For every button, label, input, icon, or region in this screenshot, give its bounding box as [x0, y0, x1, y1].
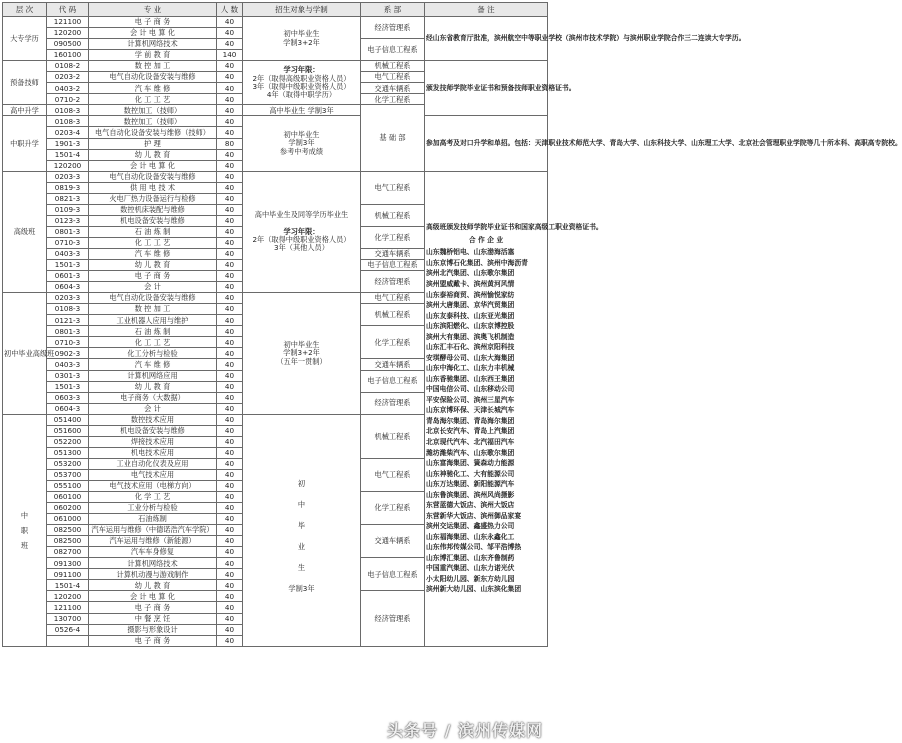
partner-line: 山东汇丰石化、滨州京阳科技 — [426, 343, 515, 352]
major-cell: 机电设备安装与维修 — [89, 215, 217, 226]
target-cell — [243, 414, 361, 646]
target-line: 学制3年 — [288, 138, 315, 148]
code-cell: 0403-2 — [47, 83, 89, 94]
count-cell: 40 — [217, 282, 243, 293]
count-cell: 40 — [217, 370, 243, 381]
major-cell: 电 子 商 务 — [89, 602, 217, 613]
level-char: 中 — [20, 510, 29, 520]
header-code: 代 码 — [47, 3, 89, 17]
major-cell: 数控加工（技师） — [89, 105, 217, 116]
count-cell: 40 — [217, 215, 243, 226]
dept-cell: 基 础 部 — [361, 105, 425, 171]
code-cell: 091100 — [47, 569, 89, 580]
partner-line: 北京长安汽车、青岛上汽集团 — [426, 427, 515, 436]
count-cell: 40 — [217, 525, 243, 536]
target-line: 3年（取得中级职业资格人员） — [252, 81, 351, 91]
notes-text: 高级班颁发技师学院毕业证书和国家高级工职业资格证书。 — [426, 223, 603, 232]
level-cell: 初中毕业高级班 — [3, 293, 47, 415]
level-cell: 高级班 — [3, 171, 47, 293]
target-cell — [243, 293, 361, 415]
count-cell: 40 — [217, 414, 243, 425]
code-cell: 091300 — [47, 558, 89, 569]
partner-line: 中国重汽集团、山东力诺光伏 — [426, 564, 515, 573]
count-cell: 40 — [217, 304, 243, 315]
partner-line: 山东博汇集团、山东齐鲁制药 — [426, 553, 515, 562]
count-cell: 40 — [217, 171, 243, 182]
major-cell: 数控机床装配与维修 — [89, 204, 217, 215]
dept-cell: 电气工程系 — [361, 72, 425, 83]
code-cell: 0601-3 — [47, 271, 89, 282]
partner-line: 山东福海集团、山东永鑫化工 — [426, 532, 515, 541]
count-cell: 40 — [217, 480, 243, 491]
notes-cell: 颁发技师学院毕业证书和预备技师职业资格证书。 — [425, 61, 548, 116]
major-cell: 计算机网络技术 — [89, 558, 217, 569]
count-cell: 40 — [217, 503, 243, 514]
code-cell: 0801-3 — [47, 326, 89, 337]
count-cell: 40 — [217, 458, 243, 469]
major-cell: 电气技术应用（电梯方向） — [89, 480, 217, 491]
partner-line: 山东京博石化集团、滨州中海沥青 — [426, 258, 528, 267]
dept-cell: 机械工程系 — [361, 61, 425, 72]
code-cell: 1901-3 — [47, 138, 89, 149]
count-cell: 40 — [217, 271, 243, 282]
target-line: 参考中考成绩 — [279, 146, 324, 156]
count-cell: 40 — [217, 226, 243, 237]
partner-line: 安琪酵母公司、山东大海集团 — [426, 353, 515, 362]
target-char: 业 — [297, 542, 306, 552]
watermark: 头条号 / 滨州传媒网 — [387, 721, 543, 740]
code-cell: 051600 — [47, 425, 89, 436]
dept-cell: 机械工程系 — [361, 414, 425, 458]
major-cell: 电气自动化设备安装与维修（技师） — [89, 127, 217, 138]
table-row — [3, 171, 548, 182]
major-cell: 摄影与形象设计 — [89, 624, 217, 635]
major-cell: 汽车车身修复 — [89, 547, 217, 558]
code-cell: 0203-3 — [47, 293, 89, 304]
dept-cell: 化学工程系 — [361, 492, 425, 525]
target-line: 2年（取得中级职业资格人员） — [252, 234, 351, 244]
major-cell: 汽 车 维 修 — [89, 359, 217, 370]
count-cell: 40 — [217, 260, 243, 271]
major-cell: 数 控 加 工 — [89, 304, 217, 315]
dept-cell: 经济管理系 — [361, 271, 425, 293]
count-cell: 40 — [217, 547, 243, 558]
dept-cell: 电子信息工程系 — [361, 558, 425, 591]
header-major: 专 业 — [89, 3, 217, 17]
target-line: 4年（取得中职学历） — [266, 90, 337, 100]
partners-list — [426, 247, 546, 595]
count-cell: 40 — [217, 469, 243, 480]
count-cell: 80 — [217, 138, 243, 149]
major-cell: 化 工 工 艺 — [89, 337, 217, 348]
code-cell: 055100 — [47, 480, 89, 491]
dept-cell: 电气工程系 — [361, 458, 425, 491]
dept-cell: 化学工程系 — [361, 326, 425, 359]
code-cell: 0121-3 — [47, 315, 89, 326]
count-cell: 40 — [217, 28, 243, 39]
code-cell: 121100 — [47, 602, 89, 613]
header-count: 人 数 — [217, 3, 243, 17]
partner-line: 山东万达集团、新阳能源汽车 — [426, 480, 515, 489]
target-char: 初 — [297, 479, 306, 489]
dept-cell: 电子信息工程系 — [361, 260, 425, 271]
code-cell: 1501-4 — [47, 149, 89, 160]
count-cell: 40 — [217, 248, 243, 259]
partner-line: 山东魏桥铝电、山东渤海活塞 — [426, 248, 515, 257]
partner-line: 山东伟邦传媒公司、邹平浩博热 — [426, 543, 522, 552]
code-cell: 0108-3 — [47, 304, 89, 315]
major-cell: 汽 车 维 修 — [89, 248, 217, 259]
major-cell: 化工分析与检验 — [89, 348, 217, 359]
count-cell: 40 — [217, 160, 243, 171]
code-cell: 0821-3 — [47, 193, 89, 204]
dept-cell: 化学工程系 — [361, 226, 425, 248]
count-cell: 40 — [217, 348, 243, 359]
count-cell: 40 — [217, 624, 243, 635]
target-line: 初中毕业生 — [283, 340, 320, 349]
code-cell: 082700 — [47, 547, 89, 558]
target-char: 毕 — [297, 521, 306, 531]
major-cell: 石油炼制 — [89, 514, 217, 525]
target-line: 初中毕业生 — [283, 130, 320, 140]
partner-line: 中国电信公司、山东移动公司 — [426, 385, 515, 394]
count-cell: 40 — [217, 613, 243, 624]
major-cell: 机电技术应用 — [89, 447, 217, 458]
code-cell: 120200 — [47, 591, 89, 602]
code-cell: 120200 — [47, 28, 89, 39]
count-cell: 40 — [217, 204, 243, 215]
header-notes: 备 注 — [425, 3, 548, 17]
count-cell: 40 — [217, 127, 243, 138]
partner-line: 东营新华大饭店、滨州御品家宴 — [426, 511, 522, 520]
code-cell: 053700 — [47, 469, 89, 480]
major-cell: 供 用 电 技 术 — [89, 182, 217, 193]
count-cell: 40 — [217, 425, 243, 436]
count-cell: 40 — [217, 392, 243, 403]
count-cell: 40 — [217, 39, 243, 50]
count-cell: 40 — [217, 315, 243, 326]
count-cell: 40 — [217, 436, 243, 447]
partner-line: 滨州大有集团、滨奥飞机制造 — [426, 332, 515, 341]
target-line: （五年一贯制） — [276, 356, 327, 366]
level-char: 班 — [20, 540, 29, 550]
code-cell: 0108-3 — [47, 105, 89, 116]
target-char: 中 — [297, 500, 306, 510]
count-cell: 40 — [217, 381, 243, 392]
partner-line: 山东泰裕商贸、滨州愉悦家纺 — [426, 290, 515, 299]
code-cell: 082500 — [47, 525, 89, 536]
target-line: 学习年限： — [283, 65, 320, 75]
code-cell: 1501-4 — [47, 580, 89, 591]
level-char: 职 — [20, 525, 29, 535]
major-cell: 会 计 — [89, 282, 217, 293]
target-line: 学制3+2年 — [283, 37, 320, 47]
count-cell: 40 — [217, 569, 243, 580]
major-cell: 机电设备安装与维修 — [89, 425, 217, 436]
major-cell: 数控加工（技师） — [89, 116, 217, 127]
header-row — [3, 3, 548, 17]
code-cell: 0108-3 — [47, 116, 89, 127]
admissions-table — [2, 2, 902, 647]
code-cell: 0108-2 — [47, 61, 89, 72]
major-cell: 汽 车 维 修 — [89, 83, 217, 94]
major-cell: 石 油 炼 制 — [89, 226, 217, 237]
code-cell: 130700 — [47, 613, 89, 624]
partner-line: 山东神驰化工、大有能源公司 — [426, 469, 515, 478]
major-cell: 学 前 教 育 — [89, 50, 217, 61]
partner-line: 潍坊潍柴汽车、山东歌尔集团 — [426, 448, 515, 457]
code-cell: 0403-3 — [47, 248, 89, 259]
code-cell: 0710-3 — [47, 337, 89, 348]
partner-line: 山东京博环保、天津长城汽车 — [426, 406, 515, 415]
header-level: 层 次 — [3, 3, 47, 17]
major-cell: 汽车运用与维修（中德诺浩汽车学院） — [89, 525, 217, 536]
major-cell: 工业机器人应用与维护 — [89, 315, 217, 326]
count-cell: 40 — [217, 105, 243, 116]
count-cell: 40 — [217, 447, 243, 458]
count-cell: 40 — [217, 17, 243, 28]
target-line: 初中毕业生 — [283, 29, 320, 39]
partner-line: 滨州盟威戴卡、滨州黄河风情 — [426, 280, 515, 289]
target-line: 学制3+2年 — [283, 348, 320, 358]
major-cell: 电 子 商 务 — [89, 635, 217, 646]
code-cell: 051400 — [47, 414, 89, 425]
partner-line: 山东鲁滨集团、滨州风尚摄影 — [426, 490, 515, 499]
count-cell: 40 — [217, 293, 243, 304]
major-cell: 电气技术应用 — [89, 469, 217, 480]
count-cell: 40 — [217, 580, 243, 591]
notes-cell: 经山东省教育厅批准，滨州航空中等职业学校（滨州市技术学院）与滨州职业学院合作三二连读大专学历。 — [425, 17, 548, 61]
major-cell: 电子商务（大数据） — [89, 392, 217, 403]
target-cell — [243, 171, 361, 293]
dept-cell: 交通车辆系 — [361, 83, 425, 94]
target-char: 生 — [297, 563, 306, 573]
major-cell: 电 子 商 务 — [89, 271, 217, 282]
major-cell: 中 餐 烹 饪 — [89, 613, 217, 624]
code-cell: 0819-3 — [47, 182, 89, 193]
notes-cell: 参加高考及对口升学和单招。包括：天津职业技术师范大学、青岛大学、山东科技大学、山东理工大学、北京社会管理职业学院等几十所本科、高职高专院校。 — [425, 116, 548, 171]
partner-line: 小太阳幼儿园、新东方幼儿园 — [426, 574, 515, 583]
code-cell: 0526-4 — [47, 624, 89, 635]
target-cell: 高中毕业生 学制3年 — [243, 105, 361, 116]
target-line: 3年（其他人员） — [274, 243, 329, 253]
code-cell: 052200 — [47, 436, 89, 447]
count-cell: 40 — [217, 237, 243, 248]
partner-line: 山东富海集团、簧森动力能源 — [426, 459, 515, 468]
major-cell: 化 学 工 艺 — [89, 492, 217, 503]
code-cell: 0902-3 — [47, 348, 89, 359]
partner-line: 青岛海尔集团、青岛海尔集团 — [426, 416, 515, 425]
dept-cell: 交通车辆系 — [361, 359, 425, 370]
major-cell: 工业自动化仪表及应用 — [89, 458, 217, 469]
count-cell: 40 — [217, 403, 243, 414]
count-cell: 40 — [217, 359, 243, 370]
target-line: 学制3年 — [288, 584, 315, 594]
major-cell: 火电厂热力设备运行与检修 — [89, 193, 217, 204]
major-cell: 计算机网络应用 — [89, 370, 217, 381]
target-line: 高中毕业生及同等学历毕业生 — [254, 210, 349, 220]
major-cell: 焊接技术应用 — [89, 436, 217, 447]
admissions-table-container — [2, 2, 902, 741]
target-line: 2年（取得高级职业资格人员） — [252, 73, 351, 83]
count-cell: 40 — [217, 72, 243, 83]
header-target: 招生对象与学制 — [243, 3, 361, 17]
dept-cell: 化学工程系 — [361, 94, 425, 105]
partner-line: 山东香驰集团、山东西王集团 — [426, 374, 515, 383]
level-cell: 高中升学 — [3, 105, 47, 116]
code-cell: 051300 — [47, 447, 89, 458]
code-cell: 060100 — [47, 492, 89, 503]
code-cell: 0203-2 — [47, 72, 89, 83]
count-cell: 40 — [217, 635, 243, 646]
code-cell: 061000 — [47, 514, 89, 525]
level-cell: 大专学历 — [3, 17, 47, 61]
header-dept: 系 部 — [361, 3, 425, 17]
count-cell: 40 — [217, 514, 243, 525]
major-cell: 电 子 商 务 — [89, 17, 217, 28]
code-cell: 0801-3 — [47, 226, 89, 237]
dept-cell: 经济管理系 — [361, 392, 425, 414]
dept-cell: 电气工程系 — [361, 293, 425, 304]
dept-cell: 电子信息工程系 — [361, 39, 425, 61]
dept-cell: 电气工程系 — [361, 171, 425, 204]
major-cell: 电气自动化设备安装与维修 — [89, 171, 217, 182]
code-cell: 0710-2 — [47, 94, 89, 105]
code-cell: 1501-3 — [47, 260, 89, 271]
partner-line: 平安保险公司、滨州三星汽车 — [426, 395, 515, 404]
code-cell: 120200 — [47, 160, 89, 171]
major-cell: 会 计 电 算 化 — [89, 160, 217, 171]
major-cell: 计算机网络技术 — [89, 39, 217, 50]
partner-line: 滨州新大幼儿园、山东滨化集团 — [426, 585, 522, 594]
partner-line: 山东友泰科技、山东亚光集团 — [426, 311, 515, 320]
code-cell: 0604-3 — [47, 282, 89, 293]
partner-line: 滨州北汽集团、山东歌尔集团 — [426, 269, 515, 278]
count-cell: 40 — [217, 602, 243, 613]
code-cell: 0604-3 — [47, 403, 89, 414]
table-row — [3, 17, 548, 28]
dept-cell: 经济管理系 — [361, 17, 425, 39]
major-cell: 汽车运用与维修（新能源） — [89, 536, 217, 547]
count-cell: 40 — [217, 94, 243, 105]
code-cell: 121100 — [47, 17, 89, 28]
count-cell: 140 — [217, 50, 243, 61]
count-cell: 40 — [217, 337, 243, 348]
major-cell: 工业分析与检验 — [89, 503, 217, 514]
table-row — [3, 61, 548, 72]
count-cell: 40 — [217, 116, 243, 127]
level-cell: 中职升学 — [3, 116, 47, 171]
major-cell: 电气自动化设备安装与维修 — [89, 72, 217, 83]
count-cell: 40 — [217, 149, 243, 160]
level-cell — [3, 414, 47, 646]
code-cell: 0123-3 — [47, 215, 89, 226]
dept-cell: 电子信息工程系 — [361, 370, 425, 392]
code-cell: 0109-3 — [47, 204, 89, 215]
dept-cell: 交通车辆系 — [361, 525, 425, 558]
count-cell: 40 — [217, 591, 243, 602]
dept-cell: 机械工程系 — [361, 204, 425, 226]
count-cell: 40 — [217, 193, 243, 204]
count-cell: 40 — [217, 83, 243, 94]
major-cell: 数 控 加 工 — [89, 61, 217, 72]
partner-line: 东营蓝德大饭店、滨州大饭店 — [426, 501, 515, 510]
dept-cell: 交通车辆系 — [361, 248, 425, 259]
major-cell: 会 计 电 算 化 — [89, 591, 217, 602]
code-cell: 0710-3 — [47, 237, 89, 248]
table-row — [3, 116, 548, 127]
code-cell — [47, 635, 89, 646]
target-cell — [243, 116, 361, 171]
dept-cell: 机械工程系 — [361, 304, 425, 326]
major-cell: 幼 儿 教 育 — [89, 260, 217, 271]
major-cell: 计算机动漫与游戏制作 — [89, 569, 217, 580]
partner-line: 山东滨阳燃化、山东京博控股 — [426, 322, 515, 331]
dept-cell: 经济管理系 — [361, 591, 425, 646]
major-cell: 会 计 — [89, 403, 217, 414]
major-cell: 幼 儿 教 育 — [89, 149, 217, 160]
count-cell: 40 — [217, 182, 243, 193]
count-cell: 40 — [217, 558, 243, 569]
major-cell: 护 理 — [89, 138, 217, 149]
target-cell — [243, 61, 361, 105]
code-cell: 060200 — [47, 503, 89, 514]
code-cell: 160100 — [47, 50, 89, 61]
partner-line: 北京现代汽车、北汽福田汽车 — [426, 437, 515, 446]
major-cell: 石 油 炼 制 — [89, 326, 217, 337]
code-cell: 0301-3 — [47, 370, 89, 381]
partners-title: 合 作 企 业 — [468, 235, 504, 244]
level-cell: 预备技师 — [3, 61, 47, 105]
count-cell: 40 — [217, 61, 243, 72]
major-cell: 幼 儿 教 育 — [89, 381, 217, 392]
code-cell: 0203-4 — [47, 127, 89, 138]
major-cell: 会 计 电 算 化 — [89, 28, 217, 39]
major-cell: 电气自动化设备安装与维修 — [89, 293, 217, 304]
code-cell: 0403-3 — [47, 359, 89, 370]
code-cell: 053200 — [47, 458, 89, 469]
target-cell — [243, 17, 361, 61]
code-cell: 082500 — [47, 536, 89, 547]
major-cell: 化 工 工 艺 — [89, 237, 217, 248]
target-line: 学习年限： — [283, 226, 320, 236]
count-cell: 40 — [217, 492, 243, 503]
major-cell: 化 工 工 艺 — [89, 94, 217, 105]
count-cell: 40 — [217, 536, 243, 547]
code-cell: 0203-3 — [47, 171, 89, 182]
partner-line: 滨州交运集团、鑫盛热力公司 — [426, 522, 515, 531]
code-cell: 090500 — [47, 39, 89, 50]
partner-line: 山东中海化工、山东力丰机械 — [426, 364, 515, 373]
notes-cell — [425, 171, 603, 646]
partner-line: 滨州大唐集团、京华汽贸集团 — [426, 301, 515, 310]
major-cell: 数控技术应用 — [89, 414, 217, 425]
code-cell: 1501-3 — [47, 381, 89, 392]
code-cell: 0603-3 — [47, 392, 89, 403]
count-cell: 40 — [217, 326, 243, 337]
major-cell: 幼 儿 教 育 — [89, 580, 217, 591]
